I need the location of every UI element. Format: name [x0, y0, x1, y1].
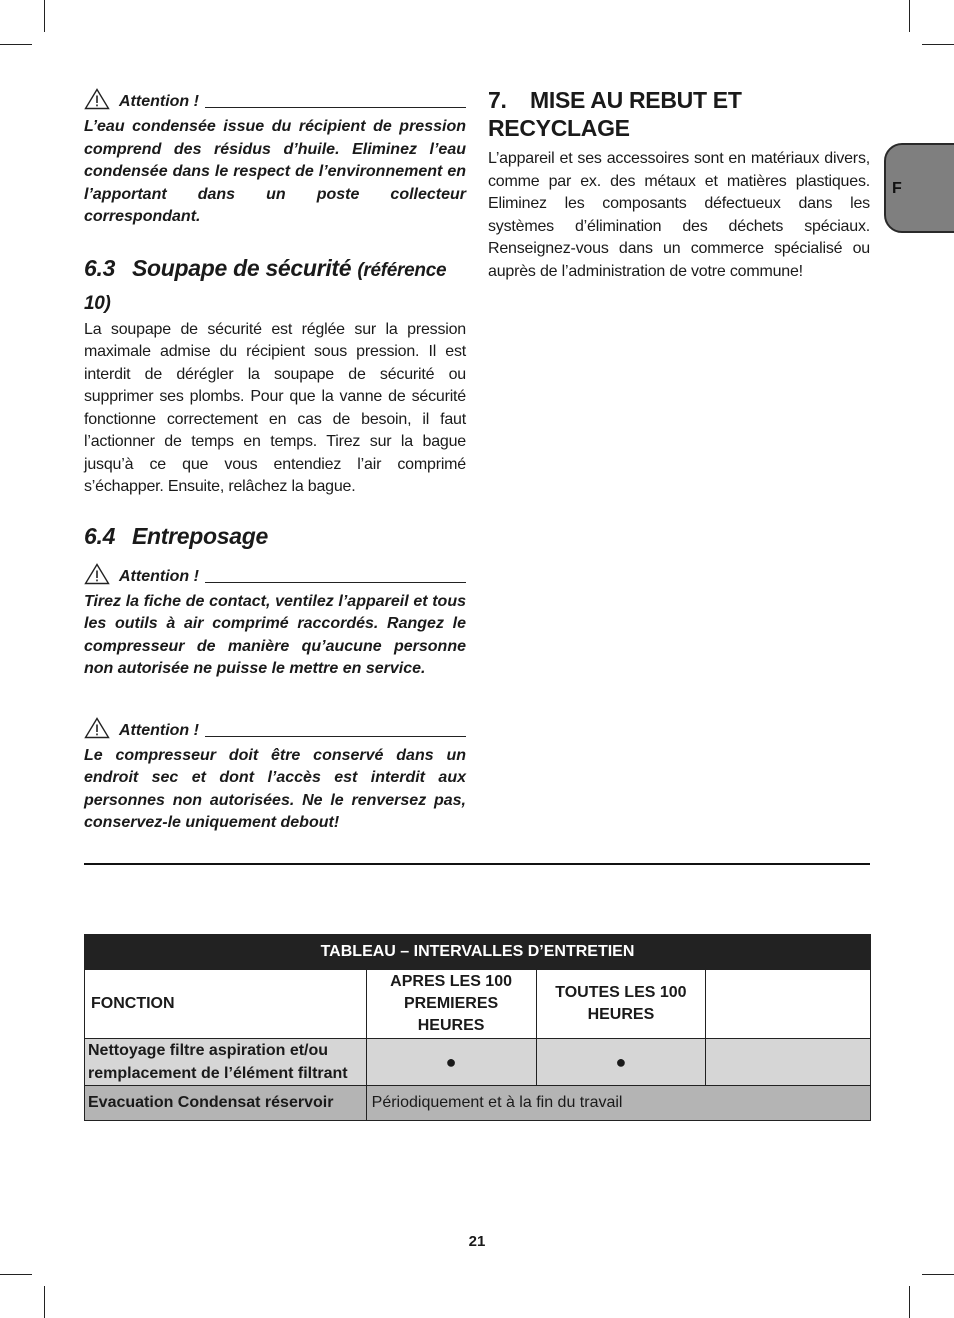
warning-label: Attention !: [119, 721, 199, 739]
column-header: [706, 970, 871, 1039]
table-cell-bullet: ●: [536, 1039, 706, 1086]
warning-header: [84, 715, 466, 739]
warning-label: Attention !: [119, 567, 199, 585]
section-title: Entreposage: [132, 522, 269, 549]
column-header: TOUTES LES 100 HEURES: [536, 970, 706, 1039]
warning-text: Le compresseur doit être conservé dans un endroit sec et dont l’accès est interdit aux personnes non autorisées. Ne le renversez pas, conservez-le uniquement debout!: [84, 746, 466, 831]
crop-mark: [44, 0, 45, 32]
crop-mark: [0, 1274, 32, 1275]
warning-text: L’eau condensée issue du récipient de pression comprend des résidus d’huile. Eliminez l’eau condensée dans le respect de l’environnement en l’apportant dans un poste collecteur correspondant.: [84, 118, 466, 225]
crop-mark: [922, 1274, 954, 1275]
table-caption: TABLEAU – INTERVALLES D’ENTRETIEN: [85, 935, 871, 970]
section-subtitle: (référence 10): [84, 259, 447, 314]
section-body: La soupape de sécurité est réglée sur la pression maximale admise du récipient sous pression. Il est interdit de dérégler la soupape de sécurité ou supprimer ses plombs. Pour que la vanne de sécurité fonctionne correctement en cas de besoin, il faut l’actionner de temps en temps. Tirez sur la bague jusqu’à ce que vous entendiez l’air comprimé s’échapper. Ensuite, relâchez la bague.: [84, 320, 466, 495]
horizontal-rule: [84, 863, 870, 865]
table-header-row: [85, 970, 871, 1039]
right-column: [488, 86, 870, 283]
table-cell-function: Nettoyage filtre aspiration et/ou remplacement de l’élément filtrant: [85, 1039, 367, 1086]
language-tab-label: F: [892, 180, 902, 197]
section-number: 6.4: [84, 522, 116, 549]
maintenance-table: [84, 934, 871, 1121]
column-header: APRES LES 100 PREMIERES HEURES: [366, 970, 536, 1039]
crop-mark: [922, 44, 954, 45]
warning-triangle-icon: [84, 88, 110, 110]
section-heading-6-4: [84, 521, 466, 551]
crop-mark: [0, 44, 32, 45]
warning-text: Tirez la fiche de contact, ventilez l’appareil et tous les outils à air comprimé raccordés. Rangez le compresseur de manière qu’aucune personne non autorisée ne puisse le mettre en service.: [84, 592, 466, 677]
warning-triangle-icon: [84, 717, 110, 739]
divider: [205, 107, 466, 108]
section-heading-6-3: [84, 253, 466, 319]
section-heading-7: [488, 86, 870, 142]
language-tab: [884, 143, 954, 233]
table-cell-function: Evacuation Condensat réservoir: [85, 1086, 367, 1121]
crop-mark: [909, 0, 910, 32]
table-cell: [706, 1039, 871, 1086]
table-cell-bullet: ●: [366, 1039, 536, 1086]
warning-label: Attention !: [119, 93, 199, 110]
section-body: L’appareil et ses accessoires sont en matériaux divers, comme par ex. des métaux et matières plastiques. Eliminez les composants défectueux dans les systèmes d’élimination des déchets spéciaux. Renseignez-vous dans un commerce spécialisé ou auprès de l’administration de votre commune!: [488, 150, 870, 280]
warning-triangle-icon: [84, 563, 110, 585]
page-number: 21: [468, 1233, 486, 1250]
section-number: 7.: [488, 87, 507, 113]
warning-header: [84, 86, 466, 110]
section-number: 6.3: [84, 254, 116, 281]
table-row: [85, 1039, 871, 1086]
warning-header: [84, 561, 466, 585]
column-header: FONCTION: [85, 970, 367, 1039]
table-row: [85, 1086, 871, 1121]
table-cell-note: Périodiquement et à la fin du travail: [366, 1086, 870, 1121]
crop-mark: [44, 1286, 45, 1318]
crop-mark: [909, 1286, 910, 1318]
divider: [205, 582, 466, 583]
section-title: MISE AU REBUT ET RECYCLAGE: [488, 87, 742, 141]
divider: [205, 736, 466, 737]
left-column: [84, 86, 466, 835]
section-title: Soupape de sécurité: [132, 254, 352, 281]
